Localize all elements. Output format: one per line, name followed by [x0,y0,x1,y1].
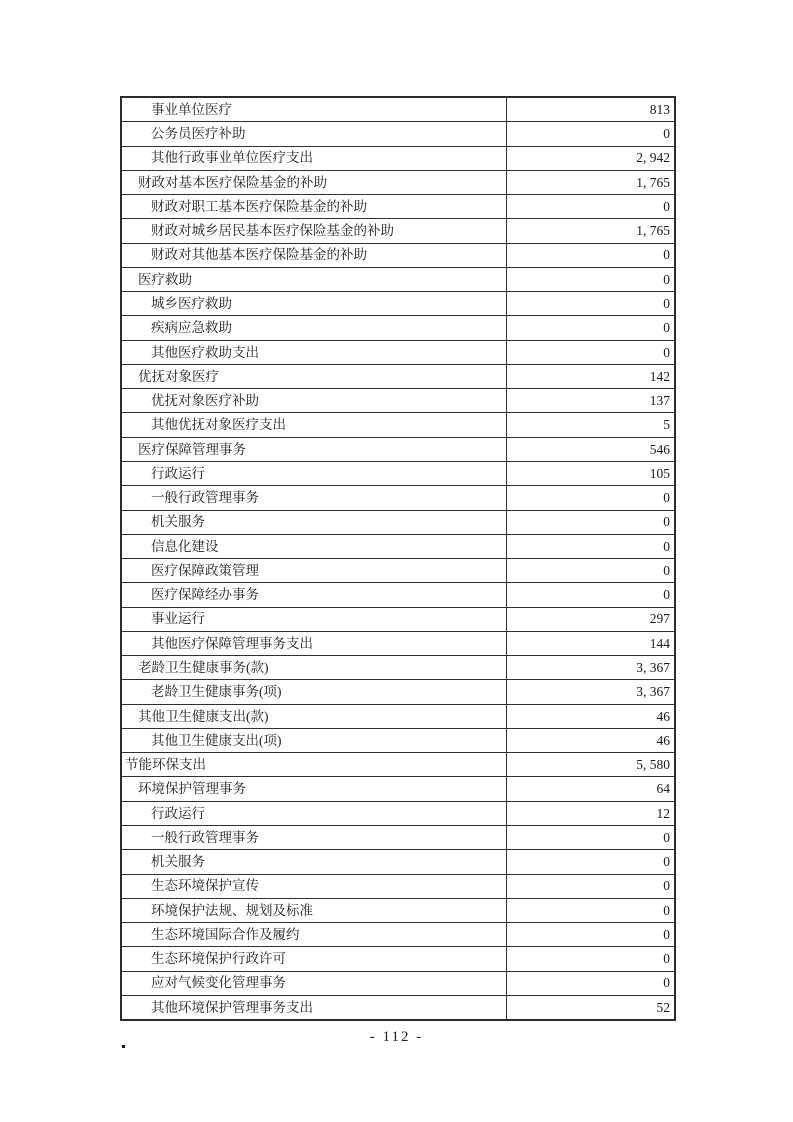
row-value: 0 [663,247,670,263]
row-value: 142 [649,368,670,384]
row-value: 0 [663,271,670,287]
table-row [122,825,674,849]
row-value: 105 [649,465,670,481]
row-value: 5, 580 [636,757,670,773]
row-value: 0 [663,878,670,894]
table-row [122,243,674,267]
table-row [122,194,674,218]
table-row [122,558,674,582]
row-label: 疾病应急救助 [122,316,507,339]
row-value: 0 [663,854,670,870]
row-label: 其他卫生健康支出(款) [122,705,507,728]
table-row [122,291,674,315]
row-label: 环境保护管理事务 [122,777,507,800]
row-label: 其他医疗救助支出 [122,341,507,364]
table-row [122,728,674,752]
table-row [122,267,674,291]
row-value: 0 [663,344,670,360]
row-value: 0 [663,975,670,991]
table-row [122,971,674,995]
row-label: 城乡医疗救助 [122,292,507,315]
row-label: 一般行政管理事务 [122,486,507,509]
table-row [122,898,674,922]
row-label: 生态环境保护宣传 [122,875,507,898]
table-row [122,946,674,970]
row-value: 0 [663,926,670,942]
row-label: 财政对其他基本医疗保险基金的补助 [122,244,507,267]
row-value: 0 [663,320,670,336]
row-value: 0 [663,490,670,506]
budget-table [120,96,676,1021]
table-row [122,849,674,873]
table-row [122,776,674,800]
table-row [122,752,674,776]
row-label: 优抚对象医疗补助 [122,389,507,412]
row-label: 机关服务 [122,850,507,873]
row-label: 财政对城乡居民基本医疗保险基金的补助 [122,219,507,242]
table-row [122,412,674,436]
row-label: 其他卫生健康支出(项) [122,729,507,752]
table-row [122,388,674,412]
row-value: 546 [649,441,670,457]
table-row [122,534,674,558]
row-label: 生态环境国际合作及履约 [122,923,507,946]
row-label: 医疗保障政策管理 [122,559,507,582]
row-value: 0 [663,538,670,554]
row-value: 5 [663,417,670,433]
row-label: 其他医疗保障管理事务支出 [122,632,507,655]
row-label: 医疗保障管理事务 [122,438,507,461]
table-row [122,655,674,679]
row-value: 52 [656,999,670,1015]
row-label: 医疗保障经办事务 [122,583,507,606]
table-row [122,315,674,339]
row-value: 0 [663,829,670,845]
row-value: 813 [649,101,670,117]
row-value: 3, 367 [636,684,670,700]
row-label: 财政对职工基本医疗保险基金的补助 [122,195,507,218]
row-label: 公务员医疗补助 [122,122,507,145]
row-value: 46 [656,708,670,724]
row-label: 机关服务 [122,511,507,534]
table-row [122,631,674,655]
row-label: 一般行政管理事务 [122,826,507,849]
row-value: 137 [649,393,670,409]
table-row [122,170,674,194]
table-row [122,801,674,825]
row-value: 64 [656,781,670,797]
table-row [122,485,674,509]
table-row [122,922,674,946]
table-row [122,146,674,170]
row-label: 行政运行 [122,462,507,485]
table-row [122,121,674,145]
row-label: 生态环境保护行政许可 [122,947,507,970]
row-value: 12 [656,805,670,821]
row-value: 144 [649,635,670,651]
row-value: 0 [663,514,670,530]
row-value: 2, 942 [636,150,670,166]
table-row [122,607,674,631]
table-row [122,679,674,703]
row-value: 3, 367 [636,659,670,675]
row-label: 事业运行 [122,608,507,631]
row-label: 应对气候变化管理事务 [122,972,507,995]
row-label: 节能环保支出 [122,753,507,776]
ink-dot [122,1045,125,1048]
row-label: 其他优抚对象医疗支出 [122,413,507,436]
row-label: 医疗救助 [122,268,507,291]
table-row [122,461,674,485]
row-label: 信息化建设 [122,535,507,558]
row-label: 老龄卫生健康事务(款) [122,656,507,679]
row-value: 297 [649,611,670,627]
row-label: 老龄卫生健康事务(项) [122,680,507,703]
row-label: 优抚对象医疗 [122,365,507,388]
table-row [122,995,674,1019]
row-label: 财政对基本医疗保险基金的补助 [122,171,507,194]
page-number: - 112 - [369,1029,424,1045]
row-value: 1, 765 [636,223,670,239]
row-label: 行政运行 [122,802,507,825]
table-row [122,364,674,388]
row-value: 0 [663,951,670,967]
table-row [122,510,674,534]
table-row [122,437,674,461]
table-row [122,874,674,898]
table-row [122,218,674,242]
row-value: 1, 765 [636,174,670,190]
row-value: 0 [663,296,670,311]
table-row [122,582,674,606]
row-value: 0 [663,902,670,918]
table-row [122,340,674,364]
row-label: 其他环境保护管理事务支出 [122,996,507,1019]
row-label: 其他行政事业单位医疗支出 [122,147,507,170]
row-value: 46 [656,732,670,748]
row-value: 0 [663,126,670,142]
row-value: 0 [663,587,670,603]
row-value: 0 [663,198,670,214]
row-value: 0 [663,562,670,578]
table-row [122,704,674,728]
row-label: 事业单位医疗 [122,98,507,121]
row-label: 环境保护法规、规划及标准 [122,899,507,922]
table-row [122,98,674,121]
